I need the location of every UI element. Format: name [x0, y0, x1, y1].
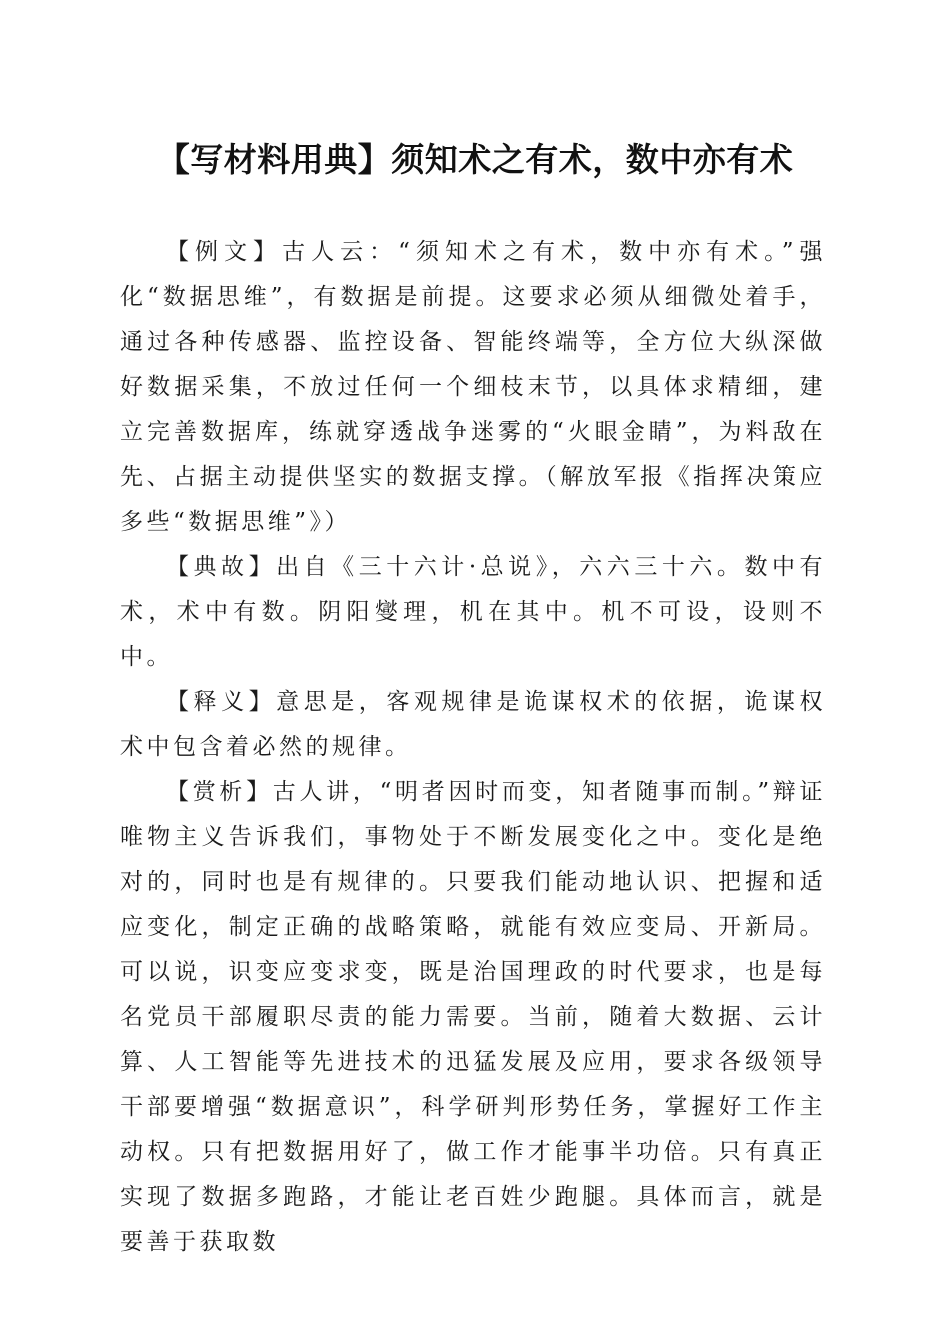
paragraph-example: 【例文】古人云：“须知术之有术，数中亦有术。”强化“数据思维”，有数据是前提。这要求必须从细微处着手，通过各种传感器、监控设备、智能终端等，全方位大纵深做好数据采集，不放过任何一个细枝末节，以具体求精细，建立完善数据库，练就穿透战争迷雾的“火眼金睛”，为料敌在先、占据主动提供坚实的数据支撑。（解放军报《指挥决策应多些“数据思维”》） — [120, 239, 826, 535]
paragraph-meaning: 【释义】意思是，客观规律是诡谋权术的依据，诡谋权术中包含着必然的规律。 — [120, 689, 826, 760]
page-title: 【写材料用典】须知术之有术，数中亦有术 — [156, 140, 794, 179]
paragraph-allusion: 【典故】出自《三十六计·总说》，六六三十六。数中有术，术中有数。阴阳燮理，机在其中。机不可设，设则不中。 — [120, 554, 826, 670]
paragraph-analysis: 【赏析】古人讲，“明者因时而变，知者随事而制。”辩证唯物主义告诉我们，事物处于不断发展变化之中。变化是绝对的，同时也是有规律的。只要我们能动地认识、把握和适应变化，制定正确的战略策略，就能有效应变局、开新局。可以说，识变应变求变，既是治国理政的时代要求，也是每名党员干部履职尽责的能力需要。当前，随着大数据、云计算、人工智能等先进技术的迅猛发展及应用，要求各级领导干部要增强“数据意识”，科学研判形势任务，掌握好工作主动权。只有把数据用好了，做工作才能事半功倍。只有真正实现了数据多跑路，才能让老百姓少跑腿。具体而言，就是要善于获取数 — [120, 779, 826, 1255]
document-body — [120, 230, 826, 1265]
